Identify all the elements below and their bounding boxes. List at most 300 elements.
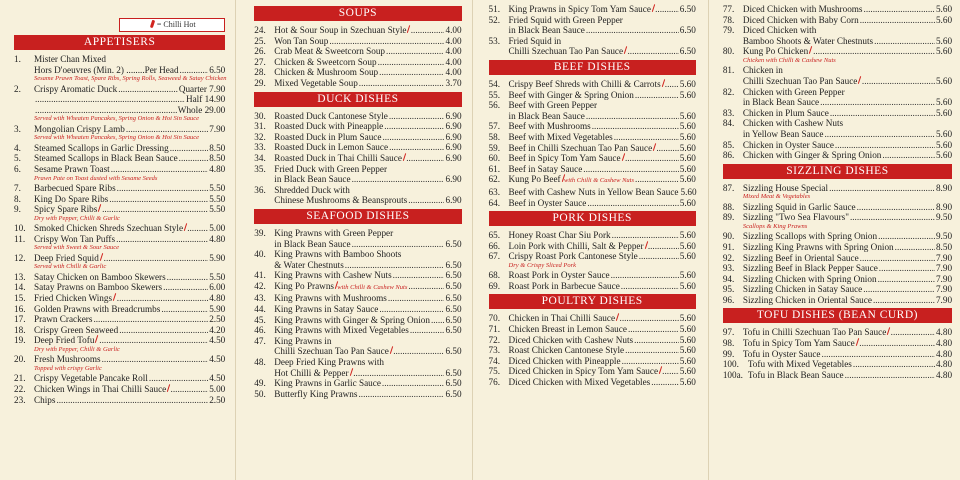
menu-item-row [489, 15, 696, 26]
item-number: 35. [254, 163, 266, 174]
menu-item-row [489, 100, 696, 111]
item-description: Chicken with Chilli & Cashew Nuts [742, 56, 836, 64]
item-number: 84. [722, 118, 735, 129]
menu-item [723, 370, 952, 381]
item-continuation [254, 346, 461, 357]
menu-item-row [723, 359, 952, 370]
menu-item-row [254, 249, 461, 260]
menu-item-row [14, 194, 225, 205]
dot-leader [651, 377, 679, 388]
menu-item-row [14, 204, 225, 215]
menu-item-row [14, 304, 225, 315]
dot-leader [386, 46, 444, 57]
dot-leader [117, 183, 209, 194]
menu-item [723, 183, 952, 202]
section-heading: TOFU DISHES (BEAN CURD) [723, 308, 952, 323]
dot-leader [859, 338, 935, 349]
item-number: 71. [488, 324, 501, 335]
legend-text: = Chilli Hot [156, 20, 196, 29]
menu-item-row [489, 356, 696, 367]
menu-item-row [723, 338, 952, 349]
dot-leader [879, 263, 935, 274]
item-name: Chicken in Thai Chilli Sauce [508, 313, 616, 324]
dot-leader [882, 150, 935, 161]
item-name: Beef in Chilli Szechuan Tao Pan Sauce [508, 142, 653, 153]
item-name: Prawn Crackers [34, 314, 93, 325]
chili-icon [621, 153, 624, 161]
item-number: 1. [14, 54, 21, 64]
item-number: 55. [488, 89, 501, 100]
item-name: Loin Pork with Chilli, Salt & Pepper [508, 240, 644, 251]
menu-item-row [489, 164, 696, 175]
dot-leader [824, 129, 934, 140]
menu-item-row [14, 143, 225, 154]
item-price: 6.50 [445, 388, 462, 399]
item-price: 5.60 [679, 313, 696, 324]
chili-icon [349, 368, 352, 376]
dot-leader [382, 378, 445, 389]
item-name: King Prawns with Mixed Vegetables [274, 325, 409, 336]
item-inline-note: with Chilli & Cashew Nuts [337, 283, 408, 291]
menu-item [254, 132, 461, 143]
dot-leader [625, 153, 679, 164]
item-price: 5.60 [935, 46, 953, 57]
chili-icon [652, 4, 655, 12]
chili-icon [809, 46, 812, 54]
item-number: 19. [14, 335, 26, 346]
menu-item-row [254, 36, 461, 47]
item-price: 7.90 [935, 284, 953, 295]
menu-item [254, 185, 461, 206]
chili-icon [858, 76, 861, 84]
menu-item-row [723, 202, 952, 213]
item-number: 89. [722, 212, 735, 223]
menu-item [489, 241, 696, 252]
item-price: 6.50 [445, 378, 462, 389]
menu-item [723, 253, 952, 264]
item-description: Dry with Pepper, Chilli & Garlic [34, 345, 120, 353]
item-description: Sesame Prawn Toast, Spare Ribs, Spring Rolls, Seaweed & Satay Chicken [34, 75, 227, 83]
menu-item-row [723, 65, 952, 76]
item-number: 90. [722, 231, 735, 242]
item-number: 22. [14, 383, 26, 394]
menu-item [723, 25, 952, 46]
menu-item-row [723, 150, 952, 161]
item-number: 24. [254, 25, 266, 35]
item-name: Crispy Green Seaweed [34, 324, 119, 335]
item-price: 4.50 [209, 354, 226, 365]
menu-item-row [14, 354, 225, 365]
menu-item-row [14, 282, 225, 293]
menu-item [723, 338, 952, 349]
menu-item [254, 36, 461, 47]
item-price: 5.60 [679, 240, 696, 251]
menu-item-row [14, 54, 225, 65]
item-name: King Po Prawns [274, 280, 334, 291]
dot-leader [393, 270, 445, 281]
menu-item-row [14, 124, 225, 135]
item-number: 31. [254, 121, 266, 132]
chili-icon [653, 143, 656, 151]
menu-item-row [254, 132, 461, 143]
menu-item-row [14, 223, 225, 234]
item-number: 93. [722, 263, 735, 274]
menu-item [489, 36, 696, 57]
dot-leader [863, 284, 935, 295]
menu-item [723, 140, 952, 151]
menu-item-row [254, 315, 461, 326]
item-description: Served with Wheaten Pancakes, Spring Onion & Hoi Sin Sauce [34, 134, 199, 142]
item-name: King Do Spare Ribs [34, 193, 109, 204]
item-price: 4.00 [445, 56, 462, 67]
item-name: Crispy Vegetable Pancake Roll [34, 373, 148, 384]
menu-item-row [723, 25, 952, 36]
item-price: 5.60 [679, 174, 696, 185]
menu-item [14, 124, 225, 143]
item-name-line: in Black Bean Sauce [508, 25, 585, 36]
menu-item-row [489, 324, 696, 335]
item-price: 9.50 [935, 212, 953, 223]
item-price: 7.90 [935, 273, 953, 284]
menu-item [254, 25, 461, 36]
item-continuation [489, 46, 696, 57]
item-continuation [489, 111, 696, 122]
item-name: Kung Po Chicken [742, 46, 809, 57]
item-price: 6.50 [445, 293, 462, 304]
item-price: 5.60 [679, 110, 696, 121]
item-continuation [254, 239, 461, 250]
dot-leader [410, 325, 445, 336]
item-number: 18. [14, 324, 26, 335]
menu-item-row [723, 108, 952, 119]
item-price: 6.90 [445, 195, 462, 206]
menu-item [489, 335, 696, 346]
item-price: 5.60 [935, 97, 953, 108]
item-name: Tofu in Black Bean Sauce [747, 369, 844, 380]
item-continuation [14, 94, 225, 105]
item-name: Fried Duck with Green Pepper [274, 163, 388, 174]
item-description: Dry & Crispy Sliced Pork [508, 261, 577, 269]
item-name: Roast Pork in Oyster Sauce [508, 270, 610, 281]
menu-item [723, 65, 952, 86]
item-price: 6.50 [445, 304, 462, 315]
item-name-line: & Water Chestnuts [274, 259, 344, 270]
item-number: 95. [722, 284, 735, 295]
dot-leader [862, 76, 935, 87]
menu-item [489, 324, 696, 335]
dot-leader [126, 124, 208, 135]
chili-icon [659, 367, 662, 375]
menu-item [14, 272, 225, 283]
menu-item [489, 164, 696, 175]
item-number: 8. [14, 193, 21, 204]
dot-leader [587, 198, 678, 209]
menu-item-row [723, 274, 952, 285]
dot-leader [628, 324, 679, 335]
menu-item [254, 281, 461, 294]
dot-leader [878, 231, 935, 242]
menu-item-row [723, 212, 952, 223]
item-number: 46. [254, 325, 266, 336]
item-name: Sizzling Chicken in Oriental Sauce [742, 294, 872, 305]
item-name: Mister Chan Mixed [34, 54, 106, 64]
menu-item-row [489, 230, 696, 241]
item-price: 7.90 [209, 123, 226, 134]
item-price: 5.60 [679, 121, 696, 132]
menu-item [489, 270, 696, 281]
item-price: 5.00 [209, 223, 226, 234]
dot-leader [620, 313, 679, 324]
menu-item [14, 153, 225, 164]
item-number: 41. [254, 270, 266, 281]
menu-item-row [723, 183, 952, 194]
menu-item [489, 90, 696, 101]
dot-leader [635, 90, 679, 101]
item-price: 4.00 [445, 46, 462, 57]
item-name: King Prawns with Cashew Nuts [274, 270, 392, 281]
item-name: Sizzling Squid in Garlic Sauce [742, 201, 856, 212]
dot-leader [35, 94, 185, 105]
menu-item-row [254, 57, 461, 68]
item-price: 5.90 [209, 303, 226, 314]
menu-item-row [254, 270, 461, 281]
item-number: 27. [254, 56, 266, 67]
item-price: 4.80 [935, 348, 953, 359]
menu-item-row [14, 164, 225, 175]
menu-item [254, 336, 461, 357]
dot-leader [850, 212, 935, 223]
menu-item-row [254, 142, 461, 153]
item-price: 4.00 [445, 35, 462, 46]
item-name: Hot & Sour Soup in Szechuan Style [274, 25, 407, 35]
dot-leader [835, 140, 935, 151]
menu-item-row [489, 251, 696, 262]
item-description: Mixed Meat & Vegetables [742, 193, 811, 201]
menu-column-3 [473, 0, 708, 480]
item-name-line: Chilli Szechuan Tao Pan Sauce [742, 75, 858, 86]
menu-item-row [14, 293, 225, 304]
item-number: 65. [488, 230, 501, 241]
item-price: 6.50 [679, 25, 696, 36]
item-name: Steamed Scallops in Black Bean Sauce [34, 153, 178, 164]
item-price: 5.60 [679, 163, 696, 174]
item-continuation [14, 65, 225, 76]
item-price: 4.50 [209, 373, 226, 384]
dot-leader [845, 370, 935, 381]
dot-leader [655, 4, 679, 15]
chili-icon [150, 20, 155, 29]
item-description: Served with Wheaten Pancakes, Spring Onion & Hoi Sin Sauce [34, 115, 199, 123]
menu-item-row [14, 314, 225, 325]
menu-item [254, 357, 461, 378]
item-number: 56. [488, 100, 501, 111]
item-price: 7.90 [935, 263, 953, 274]
item-name: Tofu in Chilli Szechuan Tao Pan Sauce [742, 327, 887, 338]
item-price: 5.60 [679, 377, 696, 388]
menu-item-row [723, 263, 952, 274]
menu-item-row [489, 153, 696, 164]
chili-icon [113, 293, 116, 301]
menu-item [254, 378, 461, 389]
item-name: Deep Fried Tofu [34, 335, 95, 346]
item-price: 6.50 [445, 270, 462, 281]
item-name: Beef with Mushrooms [508, 121, 591, 132]
item-number: 49. [254, 378, 266, 389]
chili-icon [624, 47, 627, 55]
item-price: 6.90 [445, 131, 462, 142]
dot-leader [378, 57, 445, 68]
dot-leader [384, 121, 444, 132]
dot-leader [829, 183, 935, 194]
item-name: Deep Fried King Prawns with [274, 357, 384, 368]
menu-item [723, 274, 952, 285]
menu-item-row [14, 335, 225, 346]
item-name: Roast Pork in Barbecue Sauce [508, 280, 620, 291]
item-number: 23. [14, 394, 26, 405]
item-number: 57. [488, 121, 501, 132]
item-number: 32. [254, 131, 266, 142]
item-continuation [254, 260, 461, 271]
dot-leader [431, 315, 445, 326]
menu-item [254, 389, 461, 400]
menu-item-row [723, 46, 952, 57]
menu-item-row [254, 164, 461, 175]
menu-item-row [489, 377, 696, 388]
menu-item [254, 304, 461, 315]
item-number: 15. [14, 292, 26, 303]
item-name: Chicken & Sweetcorn Soup [274, 56, 377, 67]
item-number: 85. [722, 139, 735, 150]
item-name: Sizzling Chicken with Spring Onion [742, 273, 877, 284]
item-price: 5.60 [935, 150, 953, 161]
chili-icon [661, 79, 664, 87]
menu-item [254, 270, 461, 281]
menu-item-row [254, 389, 461, 400]
menu-item [14, 84, 225, 124]
item-price: 8.90 [935, 201, 953, 212]
menu-item [14, 164, 225, 183]
item-number: 3. [14, 123, 21, 134]
menu-item [254, 164, 461, 185]
dot-leader [408, 281, 444, 292]
menu-item [14, 143, 225, 154]
dot-leader [864, 4, 935, 15]
item-price: 5.50 [209, 182, 226, 193]
dot-leader [345, 260, 445, 271]
menu-item-row [254, 153, 461, 164]
item-price: 6.50 [445, 259, 462, 270]
item-name: Golden Prawns with Breadcrumbs [34, 303, 161, 314]
dot-leader [109, 194, 208, 205]
menu-item [489, 345, 696, 356]
item-name-line: in Black Bean Sauce [274, 174, 351, 185]
item-number: 86. [722, 150, 735, 161]
item-price: 4.50 [209, 335, 226, 346]
menu-item [489, 132, 696, 143]
item-number: 96. [722, 294, 735, 305]
menu-item [723, 118, 952, 139]
dot-leader [56, 395, 208, 406]
menu-item-row [723, 242, 952, 253]
item-name: Roasted Duck Cantonese Style [274, 110, 388, 121]
item-name: Crispy Won Tan Puffs [34, 233, 116, 244]
menu-item-row [489, 174, 696, 187]
menu-item-row [489, 132, 696, 143]
menu-item [489, 187, 696, 198]
chili-icon [95, 335, 98, 343]
item-price: 5.60 [935, 107, 953, 118]
dot-leader [648, 241, 679, 252]
menu-item [723, 242, 952, 253]
item-name: Diced Chicken with [742, 25, 817, 36]
chili-icon [167, 384, 170, 392]
item-price: 6.90 [445, 152, 462, 163]
menu-item [254, 57, 461, 68]
dot-leader [382, 132, 444, 143]
item-price: 6.50 [209, 64, 226, 75]
item-number: 40. [254, 249, 266, 260]
menu-item-row [723, 327, 952, 338]
item-description: Scallops & King Prawns [742, 222, 808, 230]
menu-item [489, 143, 696, 154]
item-price: 6.50 [445, 325, 462, 336]
menu-item [14, 304, 225, 315]
item-name: Beef with Green Pepper [508, 100, 598, 111]
menu-item [254, 142, 461, 153]
menu-item-row [723, 253, 952, 264]
item-name: Chicken Wings in Thai Chilli Sauce [34, 383, 167, 394]
item-name-line: in Yellow Bean Sauce [742, 128, 824, 139]
item-number: 20. [14, 354, 26, 365]
menu-item-row [14, 183, 225, 194]
item-name: Won Tan Soup [274, 35, 329, 46]
item-name: Shredded Duck with [274, 184, 350, 195]
dot-leader [813, 46, 935, 57]
menu-item-row [489, 345, 696, 356]
menu-column-2 [236, 0, 471, 480]
item-number: 50. [254, 388, 266, 399]
item-price: 4.80 [935, 369, 953, 380]
item-name: Roasted Duck in Lemon Sauce [274, 142, 389, 153]
item-name: Sizzling King Prawns with Spring Onion [742, 241, 894, 252]
item-number: 72. [488, 334, 501, 345]
menu-item [489, 366, 696, 377]
item-number: 77. [722, 4, 735, 14]
item-name-line: Chilli Szechuan Tao Pan Sauce [508, 46, 624, 57]
menu-item-row [254, 325, 461, 336]
dot-leader [583, 164, 678, 175]
dot-leader [35, 105, 177, 116]
item-continuation [14, 105, 225, 116]
item-number: 52. [488, 14, 501, 25]
item-name: Fresh Mushrooms [34, 354, 101, 365]
dot-leader [93, 314, 208, 325]
item-price: 6.50 [679, 4, 696, 14]
menu-item [14, 373, 225, 384]
item-name-line: Hors D'oeuvres (Min. 2) ........Per Head [34, 64, 179, 75]
item-name: Spicy Spare Ribs [34, 204, 98, 215]
item-number: 16. [14, 303, 26, 314]
item-description: Served with Sweet & Sour Sauce [34, 244, 120, 252]
item-name: Chicken in [742, 65, 783, 76]
chili-icon [887, 328, 890, 336]
menu-item-row [254, 228, 461, 239]
dot-leader [874, 36, 935, 47]
item-continuation [254, 195, 461, 206]
item-name: Roasted Duck in Thai Chilli Sauce [274, 152, 402, 163]
item-number: 64. [488, 197, 501, 208]
menu-item-row [14, 395, 225, 406]
